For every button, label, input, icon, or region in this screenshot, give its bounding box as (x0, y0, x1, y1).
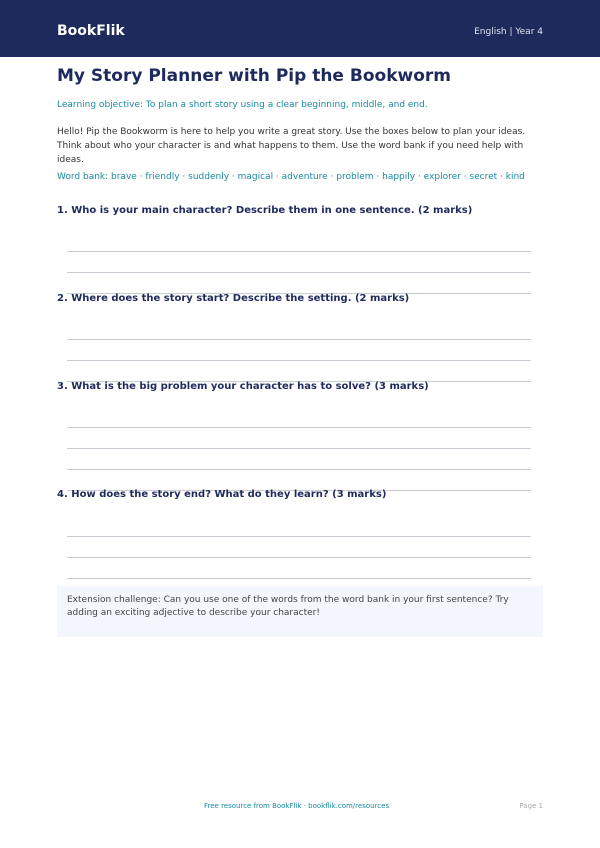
answer-line[interactable] (67, 557, 531, 558)
page-title: My Story Planner with Pip the Bookworm (57, 66, 451, 86)
answer-line[interactable] (67, 578, 531, 579)
answer-line[interactable] (67, 251, 531, 252)
answer-line[interactable] (67, 427, 531, 428)
intro-text: Hello! Pip the Bookworm is here to help you write a great story. Use the boxes below to plan your ideas. Think about who your character is and what happens to them. Use the word bank if you need help with ideas. (57, 127, 526, 165)
word-bank: Word bank: brave · friendly · suddenly · magical · adventure · problem · happily · explorer · secret · kind (57, 172, 525, 182)
brand-logo[interactable]: BookFlik (57, 23, 125, 39)
answer-line[interactable] (67, 360, 531, 361)
page-number: Page 1 (519, 802, 543, 810)
answer-line[interactable] (67, 448, 531, 449)
question-4: 4. How does the story end? What do they learn? (3 marks) (57, 489, 387, 500)
question-2: 2. Where does the story start? Describe the setting. (2 marks) (57, 293, 410, 304)
answer-line[interactable] (67, 469, 531, 470)
top-header-bar (0, 0, 600, 57)
question-3: 3. What is the big problem your character has to solve? (3 marks) (57, 381, 429, 392)
learning-objective: Learning objective: To plan a short story using a clear beginning, middle, and end. (57, 100, 428, 110)
answer-line[interactable] (67, 339, 531, 340)
answer-line[interactable] (67, 272, 531, 273)
extension-challenge-box (57, 586, 543, 637)
question-1: 1. Who is your main character? Describe them in one sentence. (2 marks) (57, 205, 473, 216)
answer-line[interactable] (67, 536, 531, 537)
footer-link[interactable]: Free resource from BookFlik · bookflik.com/resources (204, 802, 390, 810)
subject-year-label: English | Year 4 (474, 27, 543, 37)
extension-challenge-text: Extension challenge: Can you use one of the words from the word bank in your first sentence? Try adding an exciting adjective to describe your character! (67, 595, 509, 618)
